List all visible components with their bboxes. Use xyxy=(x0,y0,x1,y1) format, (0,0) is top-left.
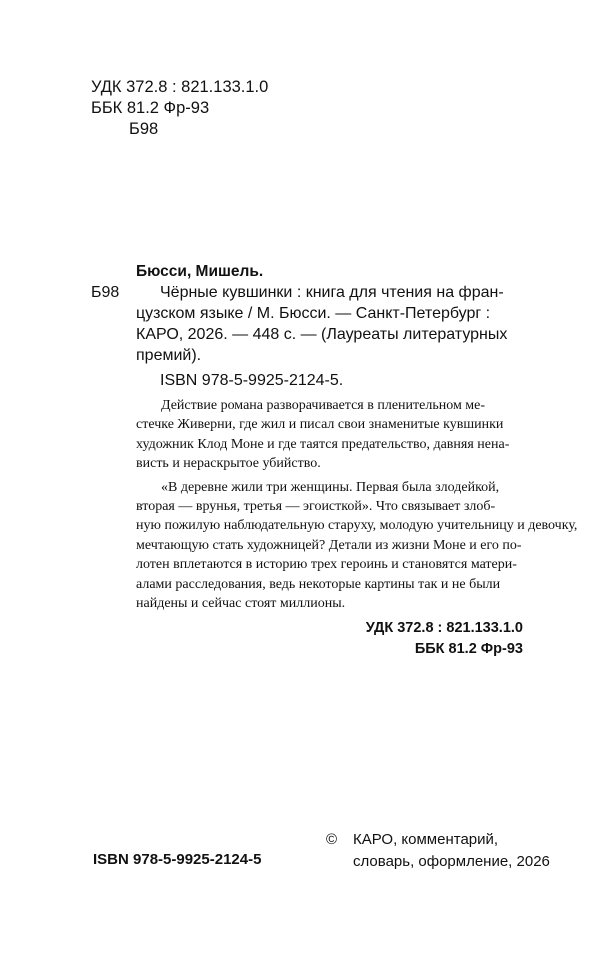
annotation-p1-line-1: Действие романа разворачивается в пленительном ме- xyxy=(161,398,486,413)
bottom-udk-code: УДК 372.8 : 821.133.1.0 xyxy=(365,620,523,636)
bottom-bbk-code: ББК 81.2 Фр-93 xyxy=(414,641,523,657)
annotation-p1-line-2: стечке Живерни, где жил и писал свои знаменитые кувшинки xyxy=(136,417,504,432)
copyright-line-1: КАРО, комментарий, xyxy=(353,831,499,848)
catalog-line-2: цузском языке / М. Бюсси. — Санкт-Петербург : xyxy=(136,305,491,322)
annotation-p2-line-6: алами расследования, ведь некоторые картины так и не были xyxy=(136,577,501,592)
annotation-p2-line-2: вторая — врунья, третья — эгоисткой». Что связывает злоб- xyxy=(136,499,496,514)
annotation-p2-line-3: ную пожилую наблюдательную старуху, молодую учительницу и девочку, xyxy=(136,518,578,533)
footer-isbn: ISBN 978-5-9925-2124-5 xyxy=(93,851,262,868)
annotation-p1-line-3: художник Клод Моне и где таятся предательство, давняя нена- xyxy=(136,437,510,452)
catalog-isbn: ISBN 978-5-9925-2124-5. xyxy=(160,372,344,389)
annotation-p2-line-4: мечтающую стать художницей? Детали из жизни Моне и его по- xyxy=(136,538,522,553)
annotation-p1-line-4: висть и нераскрытое убийство. xyxy=(136,456,321,471)
top-bbk-code: ББК 81.2 Фр-93 xyxy=(91,99,210,117)
annotation-p2-line-5: лотен вплетаются в историю трех героинь и становятся матери- xyxy=(136,557,517,572)
catalog-line-4: премий). xyxy=(136,347,202,364)
catalog-author: Бюсси, Мишель. xyxy=(136,263,264,280)
catalog-line-3: КАРО, 2026. — 448 с. — (Лауреаты литературных xyxy=(136,326,508,343)
catalog-line-1: Чёрные кувшинки : книга для чтения на фран- xyxy=(160,284,504,301)
copyright-line-2: словарь, оформление, 2026 xyxy=(353,853,550,870)
top-author-sign: Б98 xyxy=(129,120,159,138)
top-udk-code: УДК 372.8 : 821.133.1.0 xyxy=(91,78,269,96)
copyright-icon: © xyxy=(326,831,338,848)
catalog-sign: Б98 xyxy=(91,284,120,301)
annotation-p2-line-1: «В деревне жили три женщины. Первая была злодейкой, xyxy=(161,480,500,495)
annotation-p2-line-7: найдены и сейчас стоят миллионы. xyxy=(136,596,346,611)
